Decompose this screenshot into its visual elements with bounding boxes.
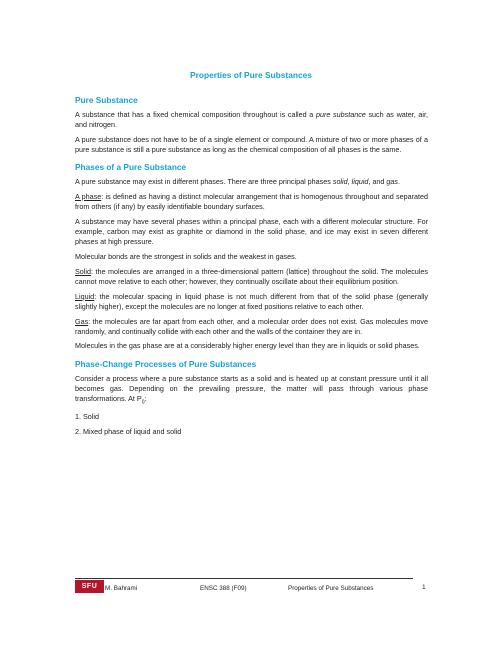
text-run: A pure substance may exist in different phases. There are three principal phases <box>75 177 333 187</box>
underlined-term: Gas <box>75 316 89 326</box>
underlined-term: Liquid <box>75 291 95 301</box>
page-number: 1 <box>422 584 426 591</box>
footer-author: M. Bahrami <box>105 585 138 592</box>
emphasized-term: pure substance <box>315 110 366 119</box>
paragraph <box>75 177 428 187</box>
document-title: Properties of Pure Substances <box>190 70 312 80</box>
paragraph: A substance may have several phases within a principal phase, each with a different molecular structure. For example, carbon may exist as graphite or diamond in the solid phase, and ice may exist in seven different phases at high pressure. <box>75 216 428 247</box>
footer-course: ENSC 388 (F09) <box>200 585 247 592</box>
list-item: 1. Solid <box>75 412 99 422</box>
text-run: : the molecular spacing in liquid phase is not much different from that of the solid phase (generally slightly higher), except the molecules are no longer at fixed positions relative to each other. <box>75 291 428 311</box>
paragraph <box>75 192 428 212</box>
document-body <box>75 95 428 442</box>
underlined-term: A phase <box>75 191 102 201</box>
section-heading-phase-change: Phase-Change Processes of Pure Substances <box>75 358 257 369</box>
section-heading-phases: Phases of a Pure Substance <box>75 162 187 173</box>
paragraph <box>75 317 428 337</box>
text-run: : <box>144 393 147 403</box>
paragraph: Molecules in the gas phase are at a considerably higher energy level than they are in liquids or solid phases. <box>75 341 420 351</box>
paragraph <box>75 267 428 287</box>
section-heading-pure-substance: Pure Substance <box>75 95 138 105</box>
underlined-term: Solid <box>75 266 91 276</box>
text-run: : is defined as having a distinct molecular arrangement that is homogenous throughout and separated from others (if any) by easily identifiable boundary surfaces. <box>75 191 429 212</box>
emphasized-term: gas <box>386 177 399 187</box>
list-item: 2. Mixed phase of liquid and solid <box>75 426 182 436</box>
paragraph: A pure substance does not have to be of a single element or compound. A mixture of two or more phases of a pure substance is still a pure substance as long as the chemical composition of all phases is the same. <box>75 134 428 155</box>
footer-divider <box>75 578 413 579</box>
text-run: : the molecules are far apart from each other, and a molecular order does not exist. Gas molecules move randomly, and continually collide with each other and the walls of the container they are in. <box>75 316 428 336</box>
emphasized-term: liquid <box>351 177 369 187</box>
sfu-logo: SFU <box>75 580 104 593</box>
text-run: Consider a process where a pure substance starts as a solid and is heated up at constant pressure until it all becomes gas. Depending on the prevailing pressure, the matter will pass through various phase transformations. At P <box>75 373 428 403</box>
emphasized-term: solid <box>332 177 348 187</box>
subscript: 0 <box>141 399 145 406</box>
text-run: , and <box>368 177 387 187</box>
text-run: such as water, air, and nitrogen. <box>75 110 428 130</box>
text-run: : the molecules are arranged in a three-dimensional pattern (lattice) throughout the solid. The molecules cannot move relative to each other; however, they continually oscillate about their equilibrium position. <box>75 266 428 286</box>
paragraph <box>75 292 428 312</box>
text-run: , <box>347 177 352 187</box>
text-run: . <box>398 177 401 187</box>
paragraph <box>75 110 428 130</box>
paragraph <box>75 374 428 408</box>
footer-topic: Properties of Pure Substances <box>288 585 374 592</box>
paragraph: Molecular bonds are the strongest in solids and the weakest in gases. <box>75 251 297 261</box>
text-run: A substance that has a fixed chemical composition throughout is called a <box>75 110 316 119</box>
page-footer <box>75 580 428 596</box>
